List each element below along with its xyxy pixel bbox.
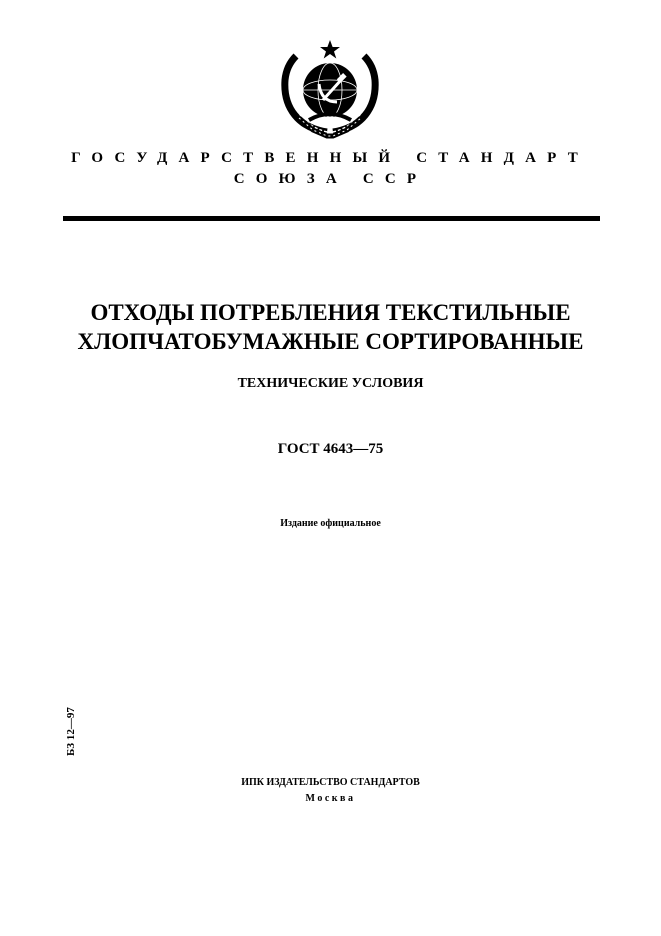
edition-label: Издание официальное bbox=[280, 518, 381, 529]
document-title bbox=[0, 298, 661, 356]
document-subtitle: ТЕХНИЧЕСКИЕ УСЛОВИЯ bbox=[237, 376, 424, 391]
standard-number: ГОСТ 4643—75 bbox=[277, 441, 384, 457]
document-title-line2: ХЛОПЧАТОБУМАЖНЫЕ СОРТИРОВАННЫЕ bbox=[77, 329, 584, 354]
side-code: БЗ 12—97 bbox=[65, 707, 77, 756]
header-state-standard: ГОСУДАРСТВЕННЫЙ СТАНДАРТ bbox=[71, 150, 589, 166]
ussr-coat-of-arms-icon bbox=[269, 36, 391, 142]
header-ussr: СОЮЗА ССР bbox=[233, 171, 428, 187]
document-title-line1: ОТХОДЫ ПОТРЕБЛЕНИЯ ТЕКСТИЛЬНЫЕ bbox=[90, 300, 571, 325]
header-divider bbox=[63, 216, 600, 221]
publisher-name: ИПК ИЗДАТЕЛЬСТВО СТАНДАРТОВ bbox=[241, 777, 420, 788]
publisher-city: Москва bbox=[305, 793, 356, 804]
